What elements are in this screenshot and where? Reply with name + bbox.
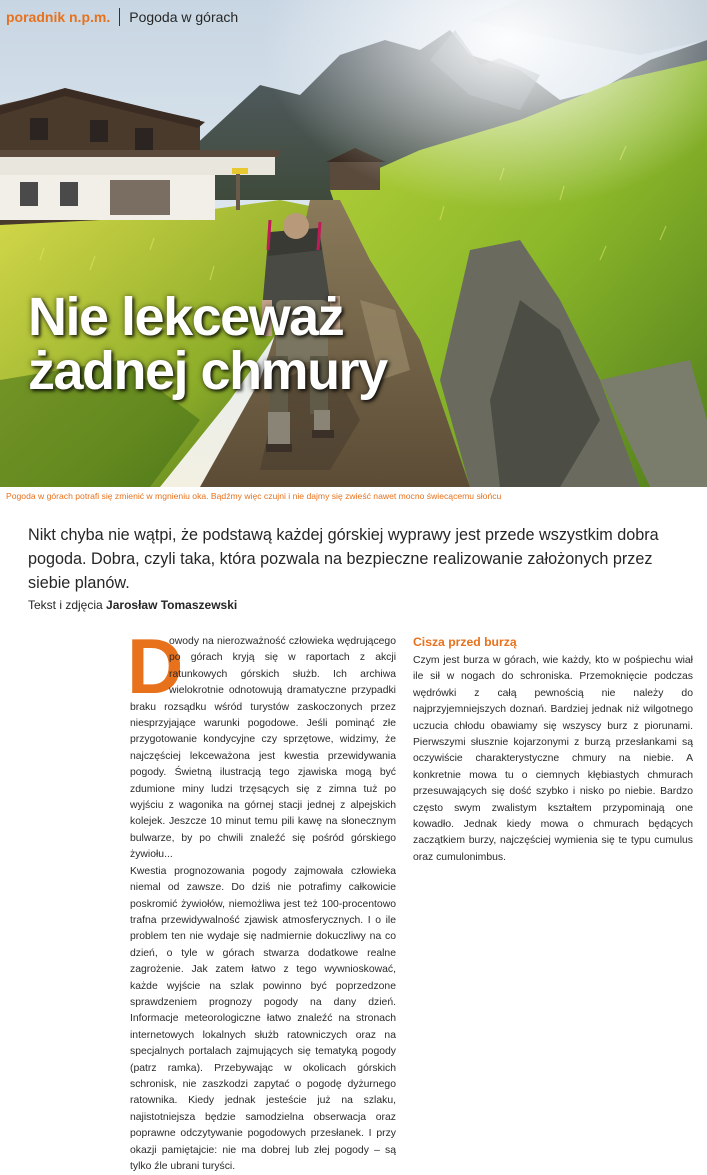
paragraph-forecasting: Kwestia prognozowania pogody zajmowała człowieka niemal od zawsze. Do dziś nie potrafimy całkowicie poskromić żywiołów, niemożliwa jest też 100-procentowo trafna przewidywalność zjawisk atmosferycznych. I o ile problem ten nie wydaje się nadmiernie dokuczliwy na co dzień, o tyle w górach stwarza dodatkowe realne zagrożenie. Jak zatem łatwo z tego wywnioskować, każde wyjście na szlak powinno być poprzedzone sprawdzeniem prognozy pogody na dany dzień. Informacje meteorologiczne łatwo znaleźć na stronach internetowych lokalnych służb ratowniczych oraz na specjalnych portalach zajmujących się tematyką pogody (patrz ramka). Przebywając w okolicach górskich schronisk, nie zaszkodzi zapytać o pogodę dyżurnego ratownika. Kiedy jednak jesteście już na szlaku, najistotniejsza będzie samodzielna obserwacja oraz poprawne odczytywanie pogodowych przesłanek. I przy okazji pamiętajcie: nie ma dobrej lub złej pogody – są tylko źle ubrani turyści.: [130, 865, 396, 1172]
section-label: poradnik n.p.m.: [6, 9, 111, 25]
subheading: Cisza przed burzą: [413, 635, 517, 649]
lead-paragraph: Nikt chyba nie wątpi, że podstawą każdej górskiej wyprawy jest przede wszystkim dobra pogoda. Dobra, czyli taka, która pozwala na bezpieczne realizowanie założonych przez siebie planów.: [28, 526, 659, 592]
author-name: Jarosław Tomaszewski: [106, 598, 238, 612]
drop-cap: D: [127, 622, 184, 710]
article-column-1: [127, 622, 396, 1172]
title-line-2: żadnej chmury: [28, 341, 387, 401]
mountain-trail-illustration: [0, 0, 707, 487]
page-header: [6, 8, 238, 26]
paragraph-storm: Czym jest burza w górach, wie każdy, kto w pośpiechu wiał ile sił w nogach do schroniska. Przemoknięcie podczas wędrówki z całą pewnością nie należy do najprzyjemniejszych doznań. Bardziej jednak niż wilgotnego uczucia chłodu obawiamy się wszyscy burz z piorunami. Pierwszymi słusznie kojarzonymi z burzą przesłankami są oczywiście charakterystyczne chmury na niebie. A konkretnie mowa tu o ciemnych kłębiastych chmurach przesuwających się dość szybko i nisko po niebie. Bardzo często swym zwalistym kształtem przypominają one kowadło. Jednak kiedy mowa o chmurach będących zaczątkiem burzy, najczęściej wymienia się te typu cumulus oraz cumulonimbus.: [413, 655, 693, 863]
paragraph-intro: owody na nierozważność człowieka wędrującego po górach kryją się w raportach z akcji ratunkowych górskich służb. Ich archiwa wielokrotnie odnotowują dramatyczne przypadki braku rozsądku wśród turystów zaskoczonych przez niesprzyjające warunki pogodowe. Jeśli pominąć złe przygotowanie kondycyjne czy sprzętowe, widzimy, że najczęściej lekceważona jest kwestia przewidywania pogody. Świetną ilustracją tego zjawiska mogą być zdumione miny ludzi trzęsących się z zimna tuż po wyjściu z wagonika na górnej stacji jednej z alpejskich kolejek. Jeszcze 10 minut temu pili kawę na słonecznym bulwarze, by po chwili znaleźć się pośród górskiego żywiołu...: [130, 636, 396, 861]
photo-caption: Pogoda w górach potrafi się zmienić w mgnieniu oka. Bądźmy więc czujni i nie dajmy się zwieść nawet mocno świecącemu słońcu: [6, 491, 502, 501]
article-title: [28, 287, 387, 401]
credit-prefix: Tekst i zdjęcia: [28, 598, 103, 612]
header-divider: [119, 8, 120, 26]
hero-photo: [0, 0, 707, 487]
article-column-2: [413, 634, 693, 866]
topic-label: Pogoda w górach: [129, 9, 239, 25]
title-line-1: Nie lekceważ: [28, 287, 344, 347]
author-credit: [28, 598, 237, 612]
